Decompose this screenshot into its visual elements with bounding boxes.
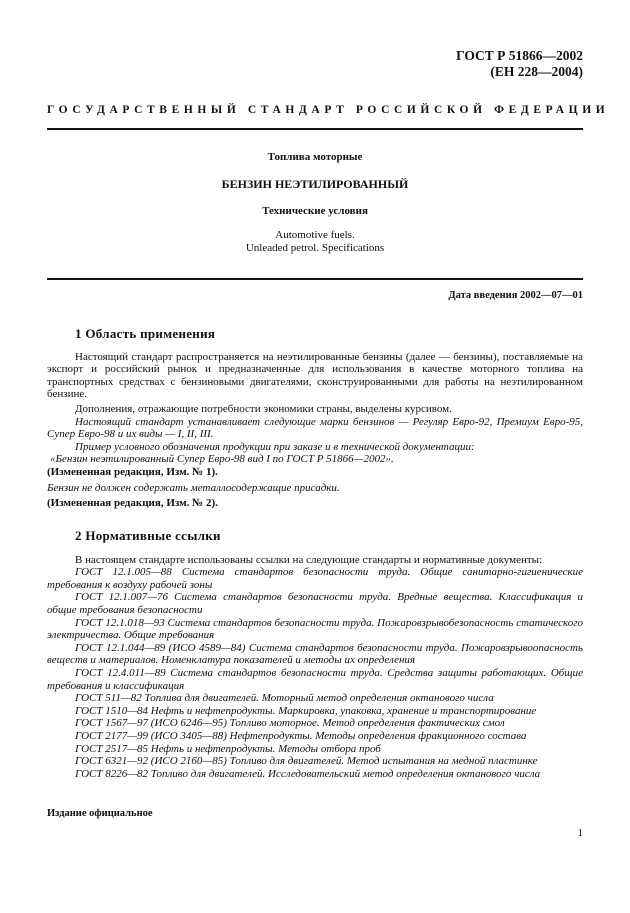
introduction-date: Дата введения 2002—07—01 [448,290,583,301]
reference-item: ГОСТ 1510—84 Нефть и нефтепродукты. Маркировка, упаковка, хранение и транспортирование [75,704,537,717]
amendment-note: (Измененная редакция, Изм. № 2). [47,497,218,510]
designation-number: ГОСТ Р 51866—2002 [456,48,583,63]
reference-item: ГОСТ 511—82 Топлива для двигателей. Моторный метод определения октанового числа [75,692,494,705]
reference-item: ГОСТ 12.4.011—89 Система стандартов безопасности труда. Средства защиты работающих. Общие требования и классификация [47,666,583,692]
references-intro: В настоящем стандарте использованы ссылки на следующие стандарты и нормативные документы: [75,553,543,566]
official-edition-label: Издание официальное [47,808,153,819]
reference-item: ГОСТ 6321—92 (ИСО 2160—85) Топливо для двигателей. Метод испытания на медной пластинке [75,755,538,768]
standard-type-heading: ГОСУДАРСТВЕННЫЙ СТАНДАРТ РОССИЙСКОЙ ФЕДЕРАЦИИ [47,104,610,116]
reference-item: ГОСТ 1567—97 (ИСО 6246—95) Топливо моторное. Метод определения фактических смол [75,717,505,730]
amendment-note: (Измененная редакция, Изм. № 1). [47,465,218,478]
section-references [47,530,583,780]
reference-item: ГОСТ 12.1.018—93 Система стандартов безопасности труда. Пожаровзрывобезопасность статического электричества. Общие требования [47,616,583,642]
reference-item: ГОСТ 12.1.007—76 Система стандартов безопасности труда. Вредные вещества. Классификация и общие требования безопасности [47,591,583,616]
section-heading: 1 Область применения [75,326,216,341]
reference-item: ГОСТ 12.1.005—88 Система стандартов безопасности труда. Общие санитарно-гигиенические требования к воздуху рабочей зоны [47,566,583,591]
scope-paragraph: Настоящий стандарт распространяется на неэтилированные бензины (далее — бензины), поставляемые на экспорт и российский рынок и предназначенные для использования в качестве моторного топлива на транспортных средствах с бензиновыми двигателями, сконструированными для работы на неэтилированном бензине. [47,350,583,401]
gost-designation [456,48,583,80]
reference-item: ГОСТ 2177—99 (ИСО 3405—88) Нефтепродукты. Методы определения фракционного состава [75,729,527,742]
title-divider [47,278,583,280]
title-group: Топлива моторные [267,151,363,163]
section-scope [47,328,583,510]
reference-item: ГОСТ 8226—82 Топливо для двигателей. Исследовательский метод определения октанового числа [75,767,541,780]
section-heading: 2 Нормативные ссылки [75,528,221,543]
scope-example: «Бензин неэтилированный Супер Евро-98 вид I по ГОСТ Р 51866—2002». [50,453,394,466]
page-number: 1 [577,827,583,839]
reference-item: ГОСТ 12.1.044—89 (ИСО 4589—84) Система стандартов безопасности труда. Пожаровзрывоопасность веществ и материалов. Номенклатура показателей и методы их определения [47,641,583,667]
document-title: БЕНЗИН НЕЭТИЛИРОВАННЫЙ [221,177,409,191]
english-title-line2: Unleaded petrol. Specifications [245,242,385,254]
english-title-line1: Automotive fuels. [275,229,355,241]
designation-en-number: (ЕН 228—2004) [490,64,583,79]
document-subtitle: Технические условия [262,205,368,217]
scope-example-intro: Пример условного обозначения продукции при заказе и в технической документации: [75,440,475,453]
scope-grades: Настоящий стандарт устанавливает следующие марки бензинов — Регуляр Евро-92, Премиум Евро-95, Супер Евро-98 и их виды — I, II, III. [47,415,583,441]
top-divider [47,128,583,130]
reference-item: ГОСТ 2517—85 Нефть и нефтепродукты. Методы отбора проб [75,742,381,755]
scope-additives: Бензин не должен содержать металлосодержащие присадки. [47,481,340,494]
scope-additions-note: Дополнения, отражающие потребности экономики страны, выделены курсивом. [75,402,452,415]
